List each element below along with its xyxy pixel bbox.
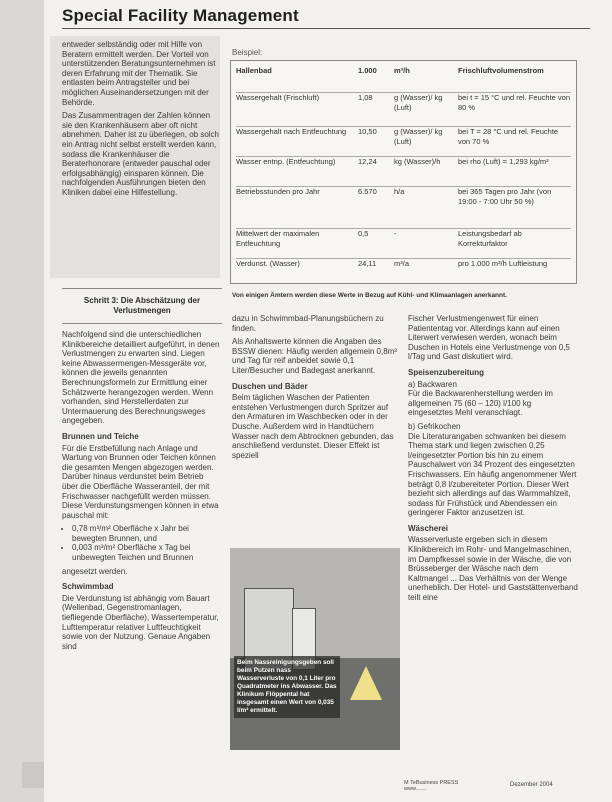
- table-cell: Wassergehalt (Frischluft): [236, 93, 320, 102]
- table-cell: bei rho (Luft) = 1,293 kg/m³: [458, 157, 549, 166]
- journal-line: www.......: [404, 786, 427, 792]
- journal-name: [404, 780, 458, 792]
- left-main-brunnen: Für die Erstbefüllung nach Anlage und Wartung von Brunnen oder Teichen können die gesamten Mengen abgezogen werden. Darüber hinaus verdunstet beim Betrieb über die Oberfläche Wasseranteil, der mit Frischwasser nachgefüllt werden müssen. Diese Verdunstungsmengen können in etwa pauschal mit:: [62, 443, 219, 520]
- section-header: Special Facility Management: [62, 6, 299, 25]
- right-speisen-b: b) Gefrikochen: [408, 421, 461, 431]
- intro-paragraph-1: entweder selbständig oder mit Hilfe von Beratern ermittelt werden. Der Vorteil von unterstützenden Beratungsunternehmen ist deren Erfahrung mit der Thematik. Sie entlasten beim Antragsteller und bei möglichen Auseinandersetzungen mit der Behörde.: [62, 40, 216, 107]
- right-waescherei: Wasserverluste ergeben sich in diesem Klinikbereich im Rohr- und Mangelmaschinen, im Dampfkessel sowie in der Wäsche, die von Brüsseberger der Wäsche nach dem Kaltmangel ... Das Verhältnis von der Wenge unerheblich. Der Hotel- und Gaststättenverband teilt eine: [408, 535, 578, 603]
- table-cell: g (Wasser)/ kg (Luft): [394, 93, 443, 112]
- table-row: [236, 258, 571, 268]
- table-cell: 10,50: [358, 127, 377, 136]
- table-label: Beispiel:: [232, 48, 263, 57]
- table-cell: Betriebsstunden pro Jahr: [236, 187, 320, 196]
- heading-schwimmbad: Schwimmbad: [62, 582, 114, 592]
- table-row: [236, 228, 571, 248]
- table-cell: Leistungsbedarf ab Korrekturfaktor: [458, 229, 522, 248]
- left-main-schwimmbad: Die Verdunstung ist abhängig vom Bauart (Wellenbad, Gegenstromanlagen, tiefliegende Oberfläche), Wassertemperatur, Lufttemperatur relativer Luftfeuchtigkeit sowie von der Nutzung. Genaue Angaben sind: [62, 593, 219, 651]
- step-rule-top: [62, 288, 222, 289]
- table-cell: kg (Wasser)/h: [394, 157, 441, 166]
- heading-waescherei: Wäscherei: [408, 523, 449, 533]
- heading-speisen: Speisenzubereitung: [408, 367, 485, 377]
- middle-p2: Als Anhaltswerte können die Angaben des BSSW dienen: Häufig werden allgemein 0,8m³ und Tag für reif anbeidet sowie 0,1 Liter/Besucher und Badegast anerkannt.: [232, 337, 397, 375]
- table-row: [236, 186, 571, 206]
- step-rule-bottom: [62, 323, 222, 324]
- middle-p1: dazu in Schwimmbad-Planungsbüchern zu finden.: [232, 314, 384, 333]
- brunnen-list-item: • 0,78 m³/m² Oberfläche x Jahr bei bewegten Brunnen, und: [72, 524, 220, 543]
- table-cell: bei T = 28 °C und rel. Feuchte von 70 %: [458, 127, 559, 146]
- table-cell: -: [394, 229, 397, 238]
- step3-title: Schritt 3: Die Abschätzung der Verlustmengen: [83, 296, 201, 315]
- table-cell: Frischluftvolumenstrom: [458, 66, 544, 75]
- table-cell: bei t = 15 °C und rel. Feuchte von 80 %: [458, 93, 571, 112]
- left-main-brunnen2: angesetzt werden.: [62, 566, 128, 576]
- brunnen-list: [62, 524, 220, 562]
- table-note: Von einigen Ämtern werden diese Werte in Bezug auf Kühl- und Klimaanlagen anerkannt.: [232, 292, 507, 299]
- table-cell: h/a: [394, 187, 405, 196]
- issue-date: Dezember 2004: [510, 782, 553, 788]
- table-cell: Wasser entnp. (Entfeuchtung): [236, 157, 336, 166]
- header-rule: [62, 28, 590, 29]
- table-cell: m³/a: [394, 259, 409, 268]
- middle-duschen: Beim täglichen Waschen der Patienten entstehen Verlustmengen durch Spritzer auf den Armaturen im Waschbecken oder in der Dusche. Außerdem wird in Handtüchern Wasser nach dem Abtrocknen gebunden, das anschließend verdunstet. Dieser Effekt ist speziell: [232, 393, 394, 460]
- table-cell: m³/h: [394, 66, 410, 75]
- right-column: [408, 314, 578, 607]
- cleaning-photo: [230, 548, 400, 750]
- table-row: [236, 92, 571, 112]
- photo-caption: Beim Nassreinigungsgeben soll beim Putzen nass Wasserverluste von 0,1 Liter pro Quadratmeter ins Abwasser. Das Klinikum Flöppental hat insgesamt einen Wert von 0,035 l/m² ermittelt.: [234, 656, 340, 718]
- left-main-column: [62, 330, 220, 655]
- table-row: [236, 156, 571, 166]
- intro-column: [62, 40, 220, 202]
- table-cell: 1,08: [358, 93, 373, 102]
- table-cell: pro 1.000 m³/h Luftleistung: [458, 259, 548, 268]
- table-row: [236, 126, 571, 146]
- intro-paragraph-2: Das Zusammentragen der Zahlen können sie den Krankenhäusern aber oft nicht abnehmen. Daher ist zu überlegen, ob solch ein Antrag nicht selbst erstellt werden kann, sodass die Krankenhäuser die Beraterhonorare (entweder pauschal oder erfolgsabhängig) einsparen können. Die nachfolgenden Ausführungen bieten den Kliniken dabei eine Hilfestellung.: [62, 111, 219, 197]
- journal-line: M TeBusiness PRESS: [404, 780, 459, 786]
- page-number-tab: [22, 762, 44, 788]
- table-cell: Hallenbad: [236, 66, 272, 75]
- heading-brunnen: Brunnen und Teiche: [62, 431, 139, 441]
- right-speisen-a2: Für die Backwarenherstellung werden im allgemeinen 75 (60 – 120) l/100 kg eingesetztes Mehl veranschlagt.: [408, 389, 553, 418]
- wet-floor-sign-icon: [350, 666, 382, 700]
- table-cell: 1.000: [358, 66, 377, 75]
- left-margin-band: [0, 0, 44, 802]
- table-cell: 24,11: [358, 259, 377, 268]
- table-cell: 6.570: [358, 187, 377, 196]
- table-cell: g (Wasser)/ kg (Luft): [394, 127, 443, 146]
- table-cell: Wassergehalt nach Entfeuchtung: [236, 127, 347, 136]
- table-cell: 12,24: [358, 157, 377, 166]
- table-cell: Mittelwert der maximalen Entfeuchtung: [236, 229, 320, 248]
- right-p1: Fischer Verlustmengenwert für einen Patiententag vor. Allerdings kann auf einen Literwert verwiesen werden, wonach beim Duschen in Hotels eine Verlustmenge von 0,5 l/Tag und Gast diskutiert wird.: [408, 314, 570, 362]
- left-main-p1: Nachfolgend sind die unterschiedlichen Klinikbereiche detailliert aufgeführt, in denen Verlustmengen zu erwarten sind. Liegen keine Abwassermengen-Messgeräte vor, können die jeweils genannten Berechnungsformeln zur Ermittlung einer Schätzwerte herangezogen werden. Wenn vorhanden, sind Herstellerdaten zur Untermauerung des Berechnungsweges angegeben.: [62, 330, 220, 426]
- brunnen-list-item: • 0,003 m³/m² Oberfläche x Tag bei unbewegten Teichen und Brunnen: [72, 543, 220, 562]
- middle-column: [232, 314, 400, 464]
- table-cell: bei 365 Tagen pro Jahr (von 19:00 - 7:00 Uhr 50 %): [458, 187, 552, 206]
- heading-duschen: Duschen und Bäder: [232, 381, 308, 391]
- table-cell: Verdunst. (Wasser): [236, 259, 300, 268]
- table-cell: 0,5: [358, 229, 369, 238]
- right-speisen-a: a) Backwaren: [408, 379, 457, 389]
- right-speisen-b2: Die Literaturangaben schwanken bei diesem Thema stark und liegen zwischen 0,25 l/eingesetzter Portion bis hin zu einem Pauschalwert von 34 Prozent des eingesetzten Frischwassers. Ein häufig angenommener Wert beträgt 0,8 l/zubereiteter Portion. Dieser Wert bezieht sich allerdings auf das Warmmahlzeit, sodass für Frühstück und Abendessen ein geringerer Faktor anzusetzen ist.: [408, 431, 577, 518]
